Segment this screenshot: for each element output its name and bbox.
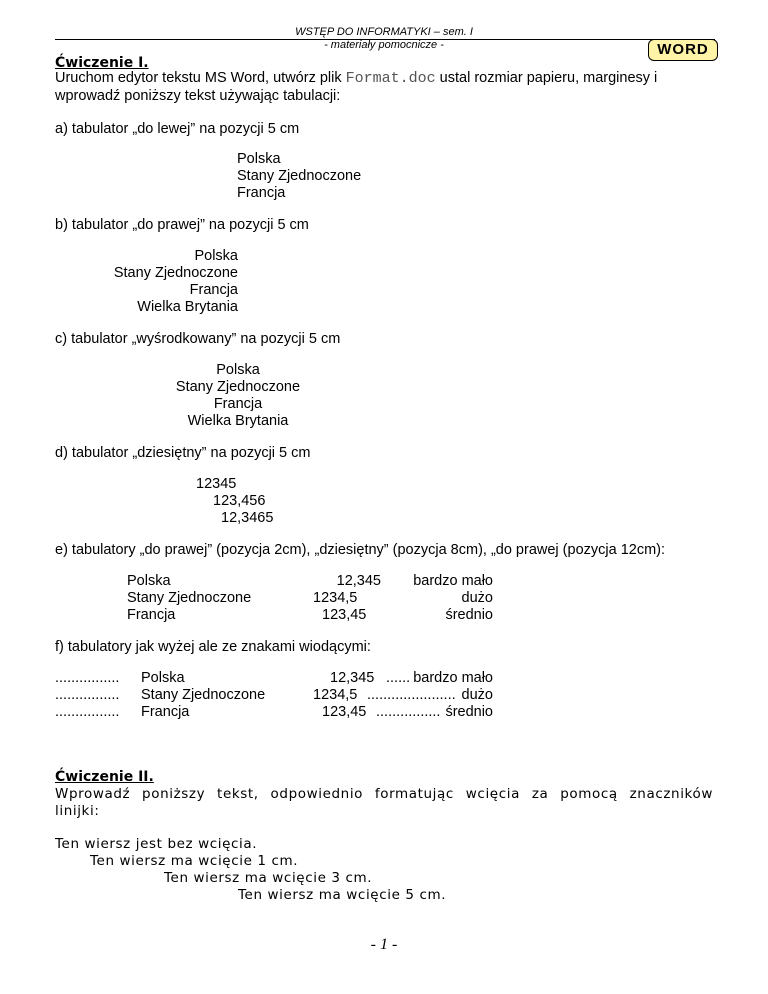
header-rule: [55, 39, 715, 40]
intro-text-a: Uruchom edytor tekstu MS Word, utwórz plik: [55, 70, 346, 86]
table-cell: 12,345: [336, 573, 381, 589]
table-cell: Stany Zjednoczone: [127, 590, 252, 606]
list-item: Stany Zjednoczone: [113, 265, 238, 281]
table-cell: dużo: [461, 590, 493, 606]
header-title: WSTĘP DO INFORMATYKI – sem. I: [295, 26, 473, 38]
table-cell: Francja: [127, 607, 176, 623]
exercise-1-intro: [55, 70, 657, 87]
list-item: 12,3465: [221, 510, 274, 526]
table-cell: ......: [386, 670, 411, 686]
list-item: Francja: [189, 282, 238, 298]
filename: Format.doc: [345, 70, 436, 87]
list-item: Francja: [213, 396, 263, 412]
list-item: Wielka Brytania: [187, 413, 289, 429]
table-cell: 123,45: [322, 607, 367, 623]
header-subtitle: - materiały pomocnicze -: [324, 39, 444, 51]
exercise-1-title: Ćwiczenie I.: [55, 55, 149, 71]
list-item: Stany Zjednoczone: [237, 168, 362, 184]
list-item: Stany Zjednoczone: [175, 379, 301, 395]
list-item: Polska: [216, 362, 260, 378]
table-cell: Francja: [141, 704, 190, 720]
list-item: 12345: [196, 476, 237, 492]
exercise-2-intro: Wprowadź poniższy tekst, odpowiednio formatując wcięcia za pomocą znaczników: [55, 786, 713, 802]
intro-text-b: ustal rozmiar papieru, marginesy i: [435, 70, 658, 86]
indent-line: Ten wiersz ma wcięcie 5 cm.: [238, 887, 447, 903]
table-cell: ................: [376, 704, 441, 720]
section-f-label: f) tabulatory jak wyżej ale ze znakami wiodącymi:: [55, 639, 371, 655]
table-cell: 1234,5: [313, 590, 358, 606]
table-cell: dużo: [461, 687, 493, 703]
exercise-2-title: Ćwiczenie II.: [55, 769, 154, 785]
indent-line: Ten wiersz ma wcięcie 3 cm.: [164, 870, 373, 886]
table-cell: ................: [55, 704, 120, 720]
table-cell: bardzo mało: [413, 670, 493, 686]
table-cell: 123,45: [322, 704, 367, 720]
table-cell: 1234,5: [313, 687, 358, 703]
table-cell: Polska: [141, 670, 185, 686]
list-item: Polska: [194, 248, 238, 264]
table-cell: średnio: [445, 607, 493, 623]
section-e-label: e) tabulatory „do prawej” (pozycja 2cm), „dziesiętny” (pozycja 8cm), „do prawej (pozycja 12cm):: [55, 542, 666, 558]
exercise-1-intro-2: wprowadź poniższy tekst używając tabulacji:: [55, 88, 341, 104]
table-cell: Polska: [127, 573, 171, 589]
indent-line: Ten wiersz jest bez wcięcia.: [55, 836, 258, 852]
list-item: Wielka Brytania: [137, 299, 238, 315]
exercise-2-intro-2: linijki:: [55, 803, 100, 819]
table-cell: średnio: [445, 704, 493, 720]
table-cell: bardzo mało: [413, 573, 493, 589]
indent-line: Ten wiersz ma wcięcie 1 cm.: [90, 853, 299, 869]
table-cell: 12,345: [330, 670, 375, 686]
table-cell: Stany Zjednoczone: [141, 687, 266, 703]
section-a-label: a) tabulator „do lewej” na pozycji 5 cm: [55, 121, 300, 137]
section-b-label: b) tabulator „do prawej” na pozycji 5 cm: [55, 217, 309, 233]
list-item: 123,456: [213, 493, 266, 509]
list-item: Francja: [237, 185, 286, 201]
table-cell: ................: [55, 670, 120, 686]
list-item: Polska: [237, 151, 281, 167]
table-cell: ................: [55, 687, 120, 703]
word-badge: WORD: [648, 39, 718, 61]
table-cell: ......................: [367, 687, 456, 703]
page-number: - 1 -: [370, 936, 398, 953]
section-d-label: d) tabulator „dziesiętny” na pozycji 5 cm: [55, 445, 311, 461]
section-c-label: c) tabulator „wyśrodkowany” na pozycji 5 cm: [55, 331, 341, 347]
